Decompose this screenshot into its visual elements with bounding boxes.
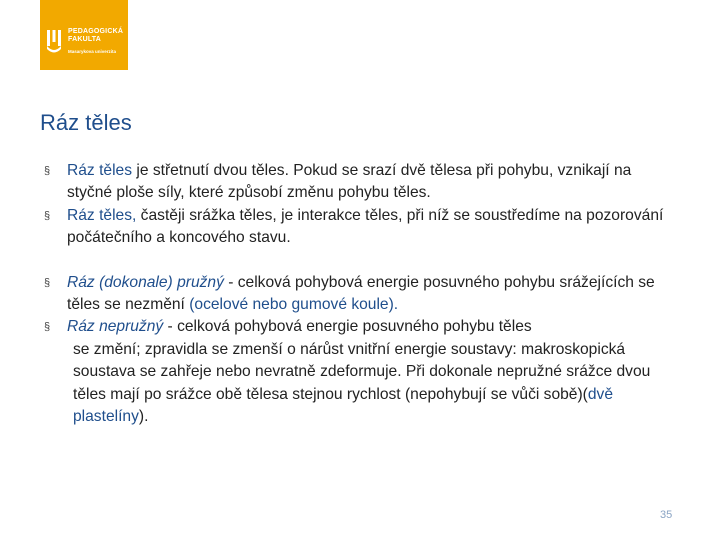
term: Ráz těles: [67, 162, 133, 179]
continuation-text: se změní; zpravidla se zmenší o nárůst vnitřní energie soustavy: makroskopická soustava se zahřeje nebo nevratně zdeformuje. Při dokonale nepružné srážce dvou těles mají po srážce obě tělesa stejnou rychlost (nepohybují se vůči sobě)(: [73, 340, 651, 403]
continuation-end: ).: [138, 408, 149, 426]
term: Ráz nepružný: [67, 318, 164, 336]
spacer: [44, 250, 674, 272]
university-logo-icon: [46, 28, 62, 54]
slide-content: [44, 160, 674, 428]
bullet-marker-icon: §: [44, 276, 51, 289]
bullet-text: častěji srážka těles, je interakce těles, při níž se soustředíme na pozorování počátečního a koncového stavu.: [67, 206, 664, 247]
example: (ocelové nebo gumové koule).: [189, 296, 399, 314]
logo-line-1: PEDAGOGICKÁ: [68, 28, 124, 35]
page-number: 35: [660, 509, 673, 521]
bullet-item: [44, 160, 674, 205]
bullet-text: je střetnutí dvou těles. Pokud se srazí dvě tělesa při pohybu, vznikají na styčné ploše síly, které způsobí změnu pohybu těles.: [67, 162, 632, 202]
bullet-item: [44, 205, 674, 250]
logo-text: [68, 28, 123, 44]
term: Ráz (dokonale) pružný: [67, 273, 224, 291]
bullet-text: - celková pohybová energie posuvného pohybu srážejících se těles se nezmění: [67, 273, 655, 314]
bullet-item: [44, 316, 674, 338]
logo-line-2: FAKULTA: [68, 36, 102, 43]
continuation-paragraph: [44, 339, 674, 429]
term: Ráz těles,: [67, 206, 137, 224]
bullet-item: [44, 272, 674, 317]
bullet-text: - celková pohybová energie posuvného pohybu těles: [163, 318, 532, 336]
bullet-marker-icon: §: [44, 209, 51, 222]
slide-title: Ráz těles: [40, 110, 132, 135]
example: dvě plastelíny: [73, 385, 614, 426]
logo-subtitle: Masarykova univerzita: [68, 49, 117, 54]
bullet-marker-icon: §: [44, 321, 51, 334]
bullet-marker-icon: §: [44, 165, 51, 177]
